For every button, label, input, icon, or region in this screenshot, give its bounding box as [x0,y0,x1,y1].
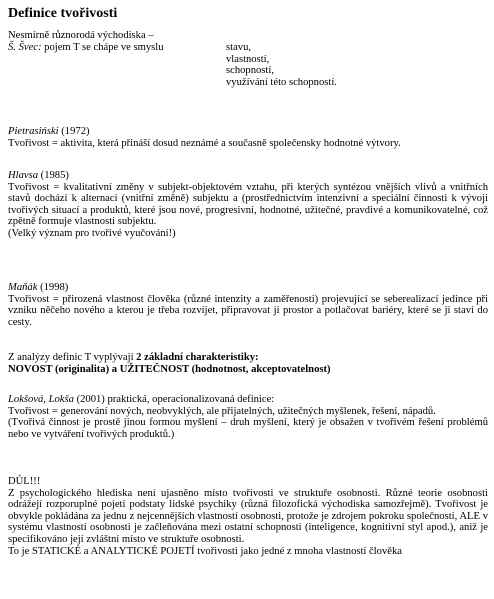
definition-loksova [8,394,488,440]
definition-text: Tvořivost = aktivita, která přináší dosud neznámé a současně společensky hodnotné výtvory. [8,137,401,149]
intro-concept-list [226,42,456,88]
dul-block [8,476,488,557]
intro-author: Š. Švec: [8,41,42,53]
summary-block [8,352,488,375]
author-year: (1972) [58,126,90,137]
summary-line-1 [8,352,488,364]
definition-note: (Tvořivá činnost je prostě jinou formou myšlení – druh myšlení, který je obsažen v tvořivém řešení problémů nebo ve vytváření tvořivých produktů.) [8,417,488,440]
intro-line-2-text: pojem T se chápe ve smyslu [41,41,164,53]
definition-pietrasinski [8,126,488,149]
definition-text: Tvořivost = kvalitativní změny v subjekt-objektovém vztahu, při kterých syntézou vnějších vlivů a vnitřních stavů dochází k alternaci (vnitřní změně) subjektu a (prostřednictvím intenzivní a speciální činnosti k vývoji tvořivých situací a produktů, které jsou nové, progresivní, hodnotné, užitečné, pravdivé a komunikovatelné, což zpětně formuje vlastnosti subjektu. [8,181,488,228]
dul-text: Z psychologického hlediska není ujasněno místo tvořivosti ve struktuře osobnosti. Různé teorie osobnosti odrážejí rozporuplné pojetí podstaty lidské psychiky (různá filozofická východiska samozřejmě). Tvořivost je obvykle pokládána za jednu z nejcennějších vlastností osobnosti, protože je zdrojem pokroku společnosti, ALE v systému vlastností osobnosti je začleňována mezi ostatní schopnosti (inteligence, kognitivní styl apod.), aniž je specifikováno její zvláštní místo ve struktuře osobnosti. [8,487,488,545]
page-title: Definice tvořivosti [8,6,118,21]
author-name: Lokšová, Lokša [8,394,74,405]
definition-text: Tvořivost = přirozená vlastnost člověka (různé intenzity a zaměřenosti) projevující se seberealizací jedince při vzniku něčeho nového a kterou je třeba rozvíjet, připravovat ji prostor a potlačovat bariéry, které se jí staví do cesty. [8,293,488,328]
author-name: Pietrasiński [8,126,59,137]
summary-characteristics: NOVOST (originalita) a UŽITEČNOST (hodnotnost, akceptovatelnost) [8,363,331,375]
author-line [8,126,488,138]
definition-note: (Velký význam pro tvořivé vyučování!) [8,227,176,239]
author-name: Hlavsa [8,170,39,181]
definition-manak [8,282,488,328]
concept-item: schopností, [226,65,274,77]
definition-hlavsa [8,170,488,240]
author-line [8,170,488,182]
author-line [8,282,488,294]
concept-item: využívání této schopností. [226,76,337,88]
summary-intro: Z analýzy definic T vyplývají [8,352,137,363]
summary-line-2 [8,364,488,376]
author-desc: (2001) praktická, operacionalizovaná definice: [73,394,275,405]
definition-text: Tvořivost = generování nových, neobvyklých, ale přijatelných, užitečných myšlenek, řešení, nápadů. [8,405,436,417]
intro-line-1: Nesmírně různorodá východiska – [8,30,154,41]
concept-item: vlastností, [226,53,270,65]
author-line [8,394,488,406]
summary-bold: 2 základní charakteristiky: [136,352,259,363]
concept-item: stavu, [226,42,252,53]
dul-last-line: To je STATICKÉ a ANALYTICKÉ POJETÍ tvořivosti jako jedné z mnoha vlastností člověka [8,545,402,557]
author-year: (1985) [38,170,69,181]
dul-heading: DŮL!!! [8,476,41,487]
author-year: (1998) [37,282,69,293]
author-name: Maňák [8,282,38,293]
